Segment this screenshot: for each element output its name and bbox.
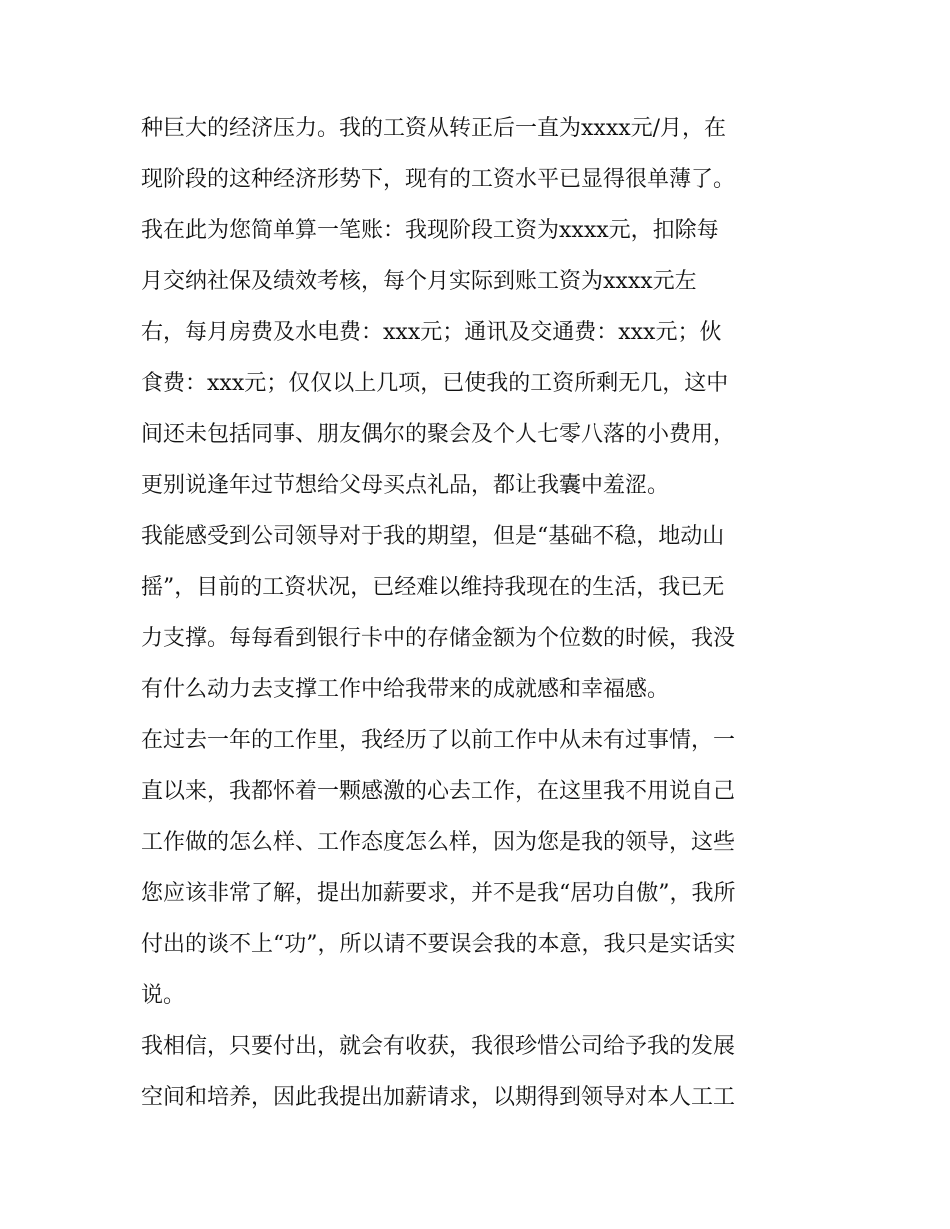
paragraph: [141, 108, 821, 516]
text-line: 现阶段的这种经济形势下，现有的工资水平已显得很单薄了。: [141, 167, 736, 192]
paragraph: [141, 720, 821, 1026]
text-line: 间还未包括同事、朋友偶尔的聚会及个人七零八落的小费用，: [141, 422, 736, 447]
text-line: 右，每月房费及水电费：xxx元；通讯及交通费：xxx元；伙: [141, 320, 722, 345]
text-line: 工作做的怎么样、工作态度怎么样，因为您是我的领导，这些: [141, 830, 736, 855]
text-line: 我在此为您简单算一笔账：我现阶段工资为xxxx元，扣除每: [141, 218, 719, 243]
paragraph: [141, 516, 821, 720]
document-body: [141, 108, 821, 1128]
text-line: 摇”，目前的工资状况，已经难以维持我现在的生活，我已无: [141, 575, 725, 600]
text-line: 直以来，我都怀着一颗感激的心去工作，在这里我不用说自己: [141, 779, 736, 804]
text-line: 说。: [141, 983, 186, 1008]
text-line: 月交纳社保及绩效考核，每个月实际到账工资为xxxx元左: [141, 269, 697, 294]
text-line: 我相信，只要付出，就会有收获，我很珍惜公司给予我的发展: [141, 1034, 736, 1059]
text-line: 种巨大的经济压力。我的工资从转正后一直为xxxx元/月，在: [141, 116, 727, 141]
text-line: 付出的谈不上“功”，所以请不要误会我的本意，我只是实话实: [141, 932, 736, 957]
text-line: 我能感受到公司领导对于我的期望，但是“基础不稳，地动山: [141, 524, 725, 549]
text-line: 食费：xxx元；仅仅以上几项，已使我的工资所剩无几，这中: [141, 371, 729, 396]
text-line: 空间和培养，因此我提出加薪请求，以期得到领导对本人工工: [141, 1085, 736, 1110]
text-line: 有什么动力去支撑工作中给我带来的成就感和幸福感。: [141, 677, 670, 702]
text-line: 更别说逢年过节想给父母买点礼品，都让我囊中羞涩。: [141, 473, 670, 498]
text-line: 您应该非常了解，提出加薪要求，并不是我“居功自傲”，我所: [141, 881, 736, 906]
paragraph: [141, 1026, 821, 1128]
text-line: 在过去一年的工作里，我经历了以前工作中从未有过事情，一: [141, 728, 736, 753]
text-line: 力支撑。每每看到银行卡中的存储金额为个位数的时候，我没: [141, 626, 736, 651]
